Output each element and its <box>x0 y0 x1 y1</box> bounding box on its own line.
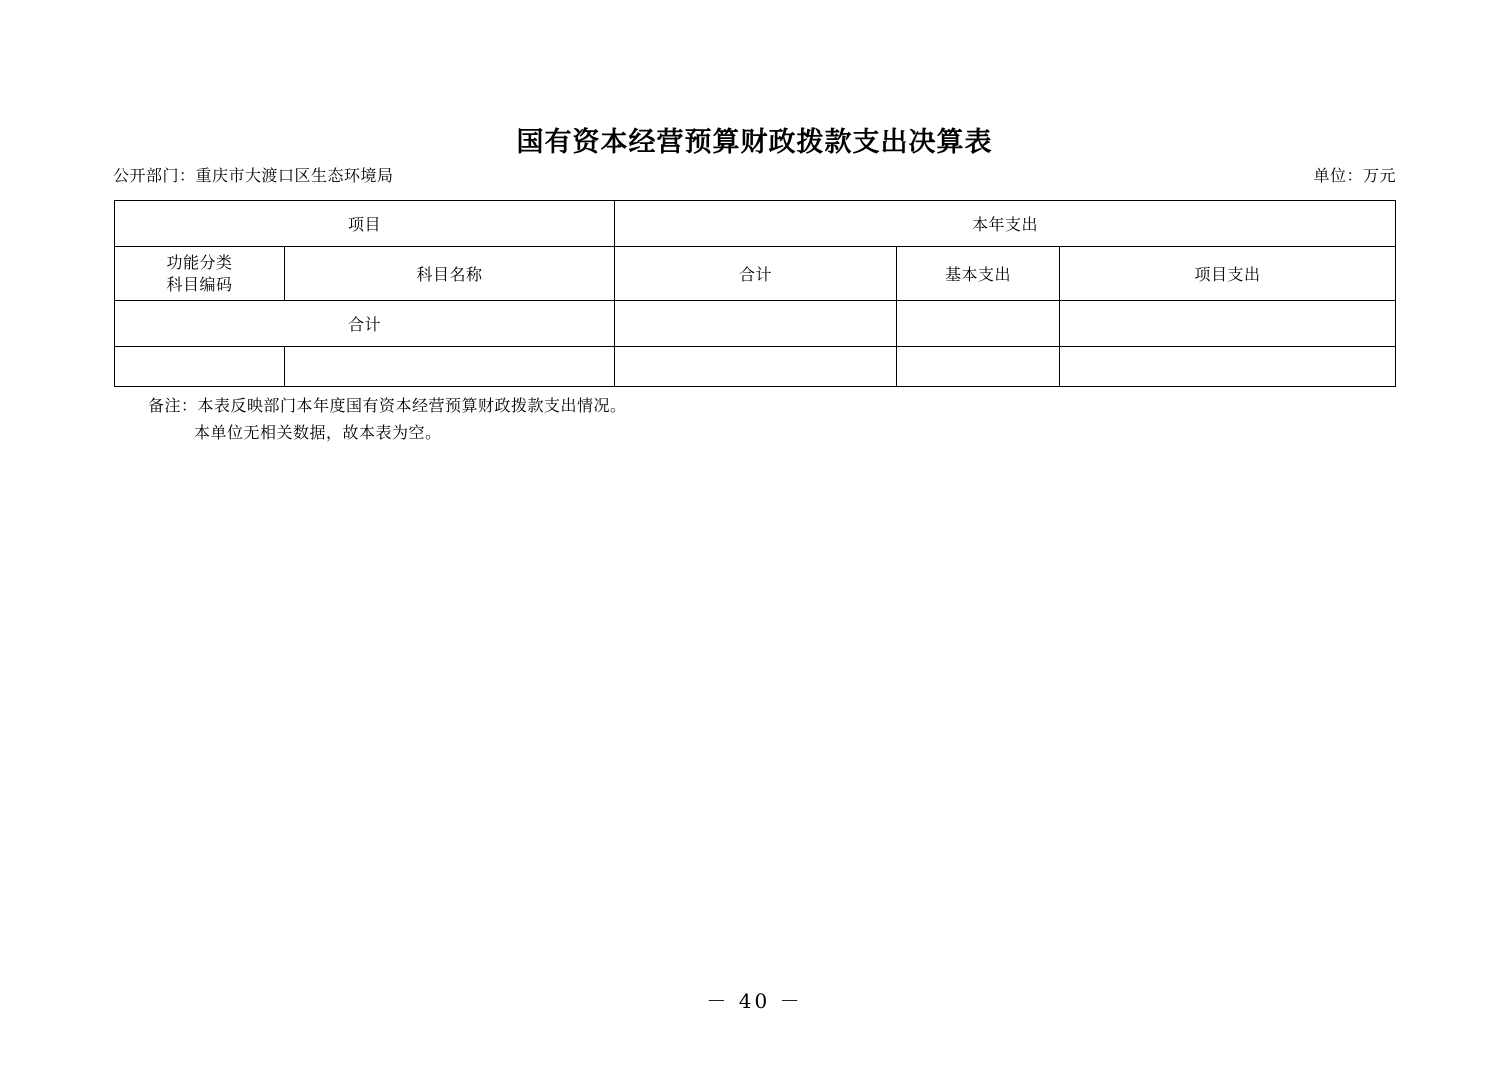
column-header-basic-expenditure: 基本支出 <box>897 247 1060 301</box>
cell-function-code <box>115 347 285 387</box>
cell-basic-expenditure <box>897 301 1060 347</box>
page-title: 国有资本经营预算财政拨款支出决算表 <box>516 127 993 158</box>
budget-expenditure-table <box>114 200 1396 387</box>
cell-project-expenditure <box>1060 301 1396 347</box>
note-line-2: 本单位无相关数据，故本表为空。 <box>194 423 442 443</box>
cell-basic-expenditure <box>897 347 1060 387</box>
note-line-1: 备注：本表反映部门本年度国有资本经营预算财政拨款支出情况。 <box>148 396 627 415</box>
table-group-header-row <box>115 201 1396 247</box>
unit-label: 单位：万元 <box>1313 166 1396 185</box>
cell-total <box>615 301 897 347</box>
column-header-total: 合计 <box>615 247 897 301</box>
table-notes <box>148 392 627 446</box>
column-header-function-code <box>115 247 285 301</box>
cell-total <box>615 347 897 387</box>
table-row <box>115 301 1396 347</box>
group-header-current-year-expenditure: 本年支出 <box>615 201 1396 247</box>
column-header-subject-name: 科目名称 <box>285 247 615 301</box>
page-number: － 40 － <box>706 989 803 1013</box>
cell-subject-name <box>285 347 615 387</box>
cell-project-expenditure <box>1060 347 1396 387</box>
department-label: 公开部门：重庆市大渡口区生态环境局 <box>113 166 394 185</box>
table-column-header-row <box>115 247 1396 301</box>
column-header-function-code-line2: 科目编码 <box>166 274 233 294</box>
group-header-project: 项目 <box>115 201 615 247</box>
column-header-project-expenditure: 项目支出 <box>1060 247 1396 301</box>
column-header-function-code-line1: 功能分类 <box>166 252 233 272</box>
cell-subject-name: 合计 <box>115 301 615 347</box>
table-row <box>115 347 1396 387</box>
